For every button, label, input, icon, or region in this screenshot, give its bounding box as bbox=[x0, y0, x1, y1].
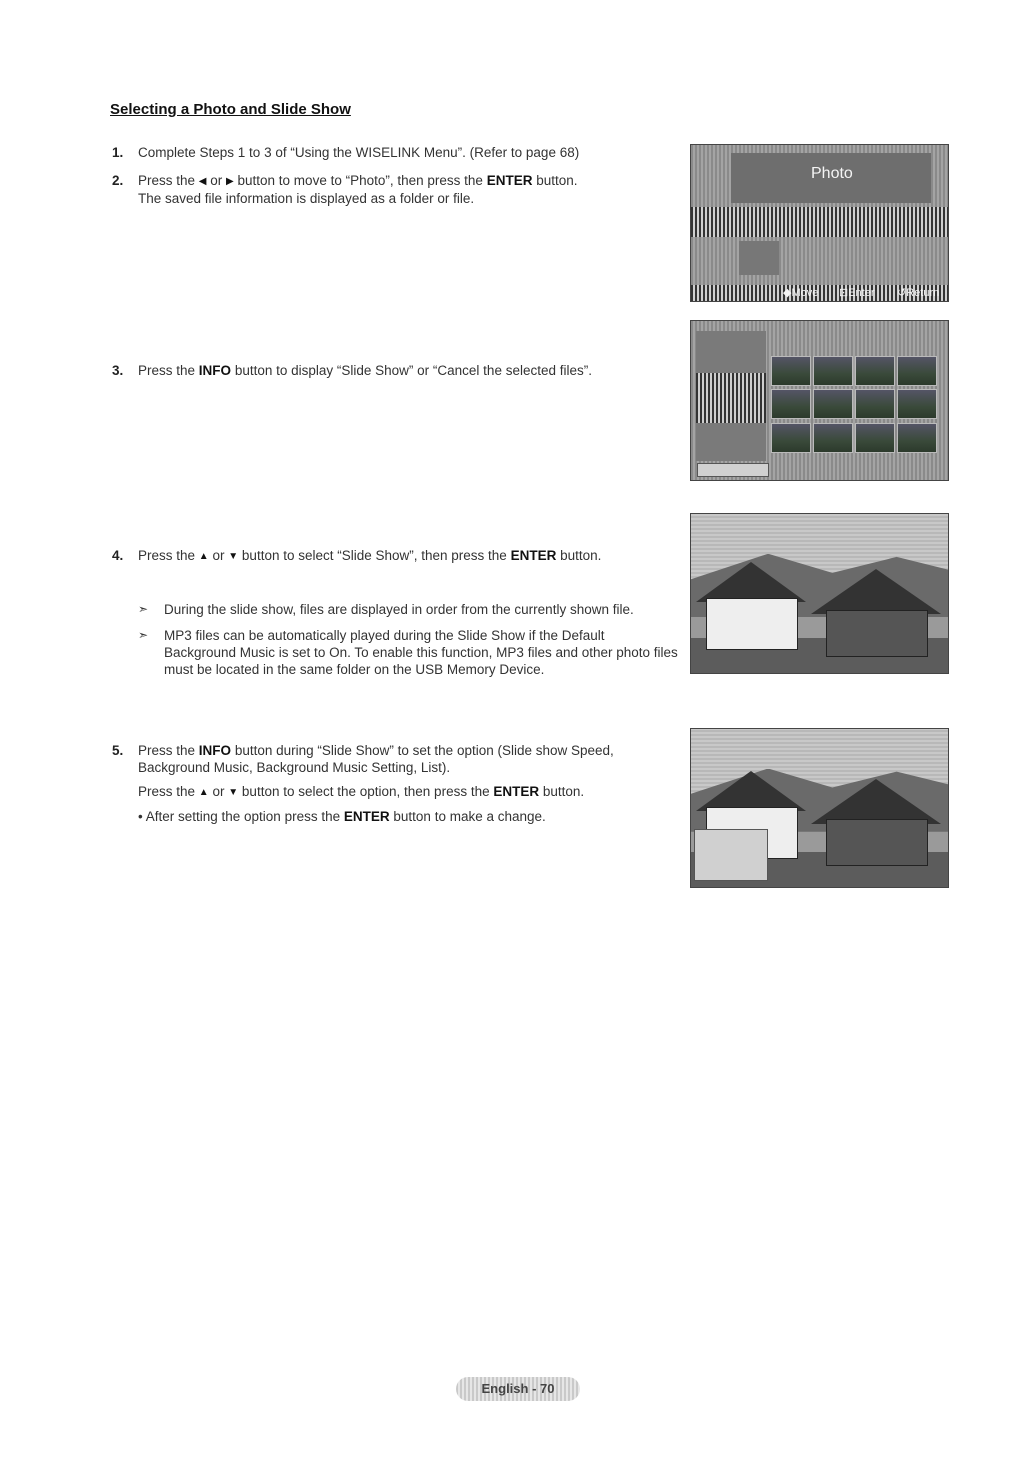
return-hint: ↺Return bbox=[897, 287, 940, 299]
thumbnail bbox=[771, 423, 811, 453]
step-number: 1. bbox=[112, 145, 124, 160]
section-title: Selecting a Photo and Slide Show bbox=[110, 101, 351, 118]
info-popup bbox=[697, 463, 769, 477]
thumbnail bbox=[897, 423, 937, 453]
note-text: During the slide show, files are displayed in order from the currently shown file. bbox=[164, 602, 634, 617]
step-3 bbox=[112, 362, 672, 379]
house bbox=[826, 610, 928, 657]
thumbnail bbox=[771, 356, 811, 386]
thumbnail bbox=[813, 423, 853, 453]
down-triangle-icon: ▼ bbox=[228, 551, 239, 562]
thumbnail bbox=[855, 423, 895, 453]
thumbnail bbox=[855, 356, 895, 386]
thumbnail bbox=[813, 356, 853, 386]
step-number: 5. bbox=[112, 743, 124, 758]
thumbnail bbox=[897, 356, 937, 386]
info-keyword: INFO bbox=[198, 363, 232, 378]
enter-keyword: ENTER bbox=[486, 173, 533, 188]
photo-label: Photo bbox=[811, 165, 853, 182]
enter-hint: ⊡Enter bbox=[839, 287, 875, 299]
up-triangle-icon: ▲ bbox=[198, 787, 209, 798]
note-arrow-icon: ➣ bbox=[138, 602, 149, 616]
step-text: button to select “Slide Show”, then press the bbox=[241, 548, 507, 563]
screen-band bbox=[691, 207, 948, 237]
thumbnail bbox=[897, 389, 937, 419]
screenshot-thumbnails bbox=[690, 320, 949, 481]
step-4 bbox=[112, 547, 672, 565]
step-text: Press the bbox=[138, 173, 196, 188]
step-text: Press the bbox=[138, 548, 196, 563]
down-triangle-icon: ▼ bbox=[228, 787, 239, 798]
step-number: 3. bbox=[112, 363, 124, 378]
step-text: The saved file information is displayed as a folder or file. bbox=[138, 191, 475, 206]
screenshot-slideshow-options bbox=[690, 728, 949, 888]
step-text: or bbox=[212, 548, 225, 563]
step-text: Complete Steps 1 to 3 of “Using the WISELINK Menu”. (Refer to page 68) bbox=[138, 145, 580, 160]
step-text: button. bbox=[560, 548, 602, 563]
thumbnail bbox=[813, 389, 853, 419]
step-text: button to select the option, then press the bbox=[241, 784, 490, 799]
step-number: 4. bbox=[112, 548, 124, 563]
right-triangle-icon: ▶ bbox=[226, 176, 234, 187]
step-number: 2. bbox=[112, 173, 124, 188]
thumbnail bbox=[771, 389, 811, 419]
move-hint: ◆Move bbox=[783, 287, 819, 299]
options-menu bbox=[694, 829, 768, 881]
step-5 bbox=[112, 742, 672, 825]
step-text: button to display “Slide Show” or “Cancel the selected files”. bbox=[234, 363, 592, 378]
enter-keyword: ENTER bbox=[343, 809, 390, 824]
note-text: MP3 files can be automatically played during the Slide Show if the Default Background Music is set to On. To enable this function, MP3 files and other photo files must be located in the same folder on the USB Memory Device. bbox=[164, 628, 678, 677]
step-text: button to move to “Photo”, then press the bbox=[237, 173, 483, 188]
step-text: button during “Slide Show” to set the option (Slide show Speed, Background Music, Background Music Setting, List). bbox=[138, 743, 614, 775]
up-triangle-icon: ▲ bbox=[198, 551, 209, 562]
thumbnail bbox=[855, 389, 895, 419]
step-2 bbox=[112, 172, 672, 207]
left-triangle-icon: ◀ bbox=[198, 176, 207, 187]
page-number: English - 70 bbox=[456, 1377, 580, 1401]
step-text: button. bbox=[542, 784, 585, 799]
step-text: Press the bbox=[138, 743, 196, 758]
step-text: or bbox=[210, 173, 223, 188]
screenshot-slideshow bbox=[690, 513, 949, 674]
screen-band bbox=[696, 373, 766, 423]
folder-icon bbox=[739, 241, 779, 275]
step-text: button to make a change. bbox=[393, 809, 546, 824]
note-1 bbox=[138, 601, 678, 618]
note-2 bbox=[138, 627, 678, 678]
enter-keyword: ENTER bbox=[510, 548, 557, 563]
step-text: or bbox=[212, 784, 225, 799]
step-text: Press the bbox=[138, 784, 196, 799]
screenshot-photo-menu bbox=[690, 144, 949, 302]
house bbox=[706, 598, 798, 650]
info-keyword: INFO bbox=[198, 743, 232, 758]
step-text: Press the bbox=[138, 363, 196, 378]
step-text: button. bbox=[536, 173, 578, 188]
enter-keyword: ENTER bbox=[493, 784, 540, 799]
note-arrow-icon: ➣ bbox=[138, 628, 149, 642]
step-text: • After setting the option press the bbox=[138, 809, 341, 824]
house bbox=[826, 819, 928, 866]
step-1 bbox=[112, 144, 672, 161]
